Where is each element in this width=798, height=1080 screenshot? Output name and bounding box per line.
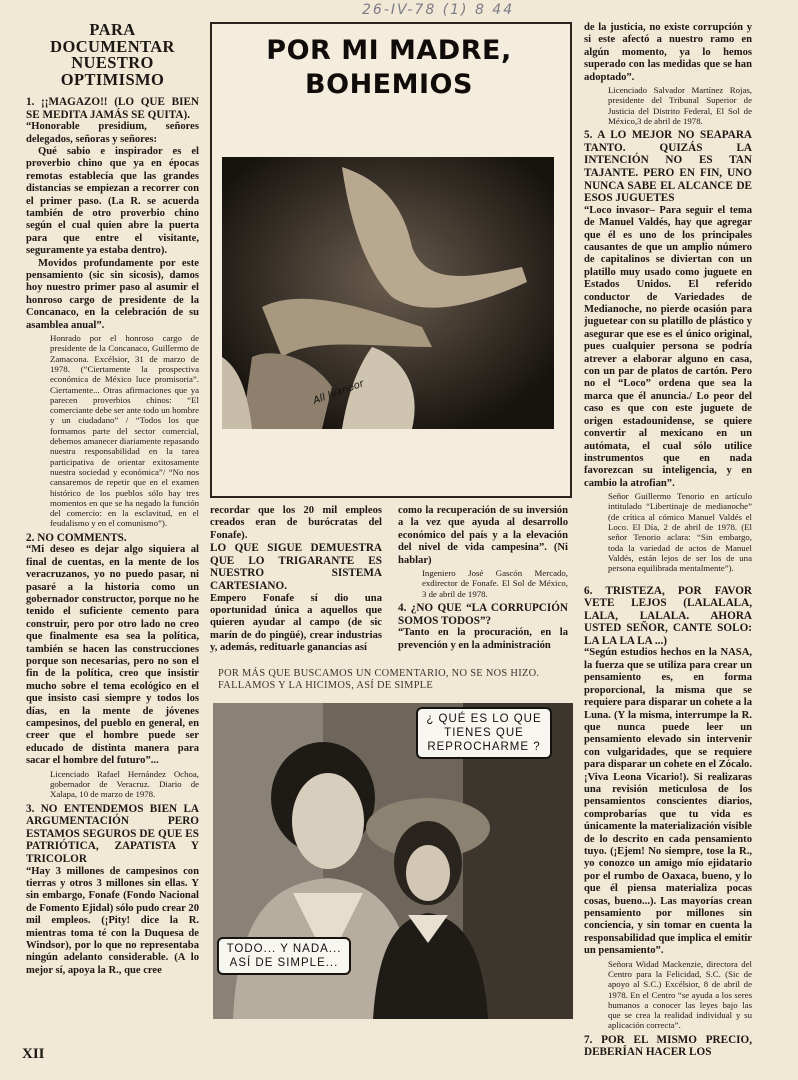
item-3-continuation: recordar que los 20 mil empleos creados eran de burócratas del Fonafe). <box>210 505 382 541</box>
item-1-paragraph: Qué sabio e inspirador es el proverbio chino que ya en épocas remotas establecía que las grandes distancias se empiezan a recorrer con el primer paso. (La R. se acuerda también de otro proverbio chino según el cual quien abre la puerta para que entre el visitante, seguramente ya estaba dentro). <box>26 146 199 257</box>
item-1-intro: “Honorable presidium, señores delegados, señoras y señores: <box>26 121 199 145</box>
item-5-source: Señor Guillermo Tenorio en artículo intitulado “Libertinaje de medianoche” (de crítica al cómico Manuel Valdés el Loco. El Día, 2 de abril de 1978. (El señor Tenorio aclara: “Sin embargo, toda la variedad de actos de Manuel Valdés, están lejos de ser los de una persona equilibrada mentalmente”). <box>608 491 752 574</box>
item-1-paragraph-2: Movidos profundamente por este pensamiento (sic sin sicosis), damos hoy nuestro primer paso al asumir el honroso cargo de presidente de la Concanaco, en la celebración de su asamblea anual”. <box>26 257 199 331</box>
section-title: PARA DOCUMENTAR NUESTRO OPTIMISMO <box>50 20 175 89</box>
item-2-source: Licenciado Rafael Hernández Ochoa, gobernador de Veracruz. Diario de Xalapa, 10 de marzo de 1978. <box>50 768 199 800</box>
item-4-heading: 4. ¿NO QUE “LA CORRUPCIÓN SOMOS TODOS”? <box>398 601 568 627</box>
item-4-quote: “Tanto en la procuración, en la prevención y en la administración <box>398 627 568 651</box>
item-4-source: Licenciado Salvador Martínez Rojas, presidente del Tribunal Superior de Justicia del Distrito Federal, El Sol de México,3 de abril de 1978. <box>608 85 752 126</box>
item-3-heading: 3. NO ENTENDEMOS BIEN LA ARGUMENTACIÓN PERO ESTAMOS SEGUROS DE QUE ES PATRIÓTICA, ZAPATISTA Y TRICOLOR <box>26 802 199 865</box>
wrestling-photo-art <box>222 157 554 429</box>
item-3-subheading: LO QUE SIGUE DEMUESTRA QUE LO TRIGARANTE ES NUESTRO SISTEMA CARTESIANO. <box>210 542 382 592</box>
speech-bubble-answer: TODO... Y NADA... ASÍ DE SIMPLE... <box>217 937 351 975</box>
item-5-heading: 5. A LO MEJOR NO SEAPARA TANTO. QUIZÁS LA INTENCIÓN NO ES TAN TAJANTE. PERO EN FIN, UNO NUNCA SABE EL ALCANCE DE ESOS JUGUETES <box>584 129 752 205</box>
item-2-heading: 2. NO COMMENTS. <box>26 531 127 544</box>
item-3-end: como la recuperación de su inversión a la vez que ayuda al desarrollo económico del país y a la elevación del nivel de vida campesina”. (Ni hablar) <box>398 505 568 566</box>
item-4-continuation: de la justicia, no existe corrupción y si este afectó a nuestro ramo en algún momento, ya lo hemos superado con las medidas que se han adoptado”. <box>584 22 752 83</box>
trunks-lettering: All Ivanoor <box>311 378 366 407</box>
wrestling-photo <box>222 157 554 429</box>
item-3-continuation-2: Empero Fonafe sí dio una oportunidad única a aquellos que quieren ayudar al campo (de sic marín de do pingüé), crear industrias y, además, redituarle ganancias así <box>210 592 382 654</box>
item-1-source: Honrado por el honroso cargo de presidente de la Concanaco, Guillermo de Zamacona. Excélsior, 31 de marzo de 1978. (“Ciertamente la prospectiva económica de México luce promisoria”. Ciertamente... Otras afirmaciones que ya parecen proverbios chinos: “El comerciante debe ser ante todo un hombre y un ciudadano” / “Todos los que formamos parte del sector comercial, debemos amanecer diariamente repasando nuestra responsabilidad en la tarea participativa de orientar exitosamente nuestra sociedad y económica”/ “No nos cansaremos de repetir que en el examen histórico de los pueblos sólo hay tres momentos en que se ha negado la función del comercio: en la esclavitud, en el feudalismo y en el comunismo”). <box>50 333 199 529</box>
page-number: XII <box>22 1046 45 1062</box>
item-6-quote: “Según estudios hechos en la NASA, la fuerza que se utiliza para crear un pensamiento es, en forma proporcional, la misma que se requiere para disparar un cohete a la Luna. (Y la misma, interrumpe la R. que nunca puede leer un pensamiento elevado sin intervenir con vulgaridades, que se requiere para disparar un cohete en el Zócalo. ¡Viva Leona Vicario!). Si realizaras una revisión meticulosa de los pensamientos conscientes diarios, comprobarías que tu vida es únicamente la materialización visible de lo descrito en cada pensamiento tuyo. (¡Ejem! No siempre, tose la R., yo conozco un amigo mío ejidatario por el rumbo de Oaxaca, bueno, y lo que él piensa materializa pocas cosas, bueno...). Las mayorías crean pensamiento por millones sin conciencia, y sin tomar en cuenta la responsabilidad que implica el emitir un pensamiento”. <box>584 647 752 957</box>
right-column <box>584 22 752 1059</box>
center-column-a <box>210 505 382 655</box>
item-2-quote: “Mi deseo es dejar algo siquiera al final de cuentas, en la mente de los veracruzanos, yo no puedo pasar, ni pasaré a la historia como un gobernador constructor, porque no he tenido el suficiente cemento para construir, pero por otro lado no creo que finalmente esa sea la política, también se hacen las construcciones porque son necesarias, pero no son el fin de la política, creo que insistir mucho sobre el tema ecológico en el que insisto casi siempre y todos los días, en la mente de jóvenes campesinos, del pueblo en general, en creer que el hombre puede ser educado de distinta manera para sacar el hombre del futuro”... <box>26 544 199 767</box>
handwritten-date-note: 26-IV-78 (1) 8 44 <box>362 2 515 18</box>
item-6-source: Señora Widad Mackenzie, directora del Centro para la Felicidad, S.C. (Sic de apoyo al S.C.) Excélsior, 8 de abril de 1978. En el Centro “se ayuda a los seres humanos a conocer las leyes bajo las que se crea la realidad individual y su aplicación correcta”. <box>608 958 752 1031</box>
item-5-quote: “Loco invasor– Para seguir el tema de Manuel Valdés, hay que agregar que él es uno de los principales causantes de que un amplio número de capitalinos se diviertan con un platillo muy usado como juguete en Estados Unidos. El referido conductor de Variedades de Medianoche, no pierde ocasión para juguetear con su platillo de plástico y asegurar que ese es el único original, pues cualquier persona se podría atrever a elaborar alguno en casa, con un par de platos de cartón. Pero no el “Loco” ordena que sea la marca que él anuncia./ Lo peor del caso es que con este juguete de origen estadounidense, se quiere convertir al mexicano en un autómata, el cual sólo utilice instrumentos que en nada favorezcan su inteligencia, y en cambio la atrofian”. <box>584 204 752 489</box>
item-3-source: Ingeniero José Gascón Mercado, exdirector de Fonafe. El Sol de México, 3 de abril de 1978. <box>422 568 568 599</box>
item-1-heading: 1. ¡¡MAGAZO!! (LO QUE BIEN SE MEDITA JAMÁS SE QUITA). <box>26 96 199 121</box>
item-6-heading: 6. TRISTEZA, POR FAVOR VETE LEJOS (LALALALA, LALA, LALALA. AHORA USTED SEÑOR, CANTE SOLO: LA LA LA LA ...) <box>584 584 752 647</box>
left-column <box>26 22 199 977</box>
photo-caption: POR MÁS QUE BUSCAMOS UN COMENTARIO, NO SE NOS HIZO. FALLAMOS Y LA HICIMOS, ASÍ DE SIMPLE <box>218 668 540 691</box>
center-column-b <box>398 505 568 652</box>
headline: POR MI MADRE, BOHEMIOS <box>266 35 512 100</box>
speech-bubble-question: ¿ QUÉ ES LO QUE TIENES QUE REPROCHARME ? <box>416 707 552 759</box>
item-3-quote: “Hay 3 millones de campesinos con tierras y otros 3 millones sin ellas. Y sin embargo, Fonafe (Fondo Nacional de Fomento Ejidal) sólo pudo crear 20 mil empleos. (¡Pity! dice la R. mientras toma té con la Duquesa de Windsor), por lo que no representaba ningún adelanto considerable. (A lo mejor sí, apoya la R., que cree <box>26 865 199 976</box>
item-7-heading: 7. POR EL MISMO PRECIO, DEBERÍAN HACER LOS <box>584 1033 752 1059</box>
